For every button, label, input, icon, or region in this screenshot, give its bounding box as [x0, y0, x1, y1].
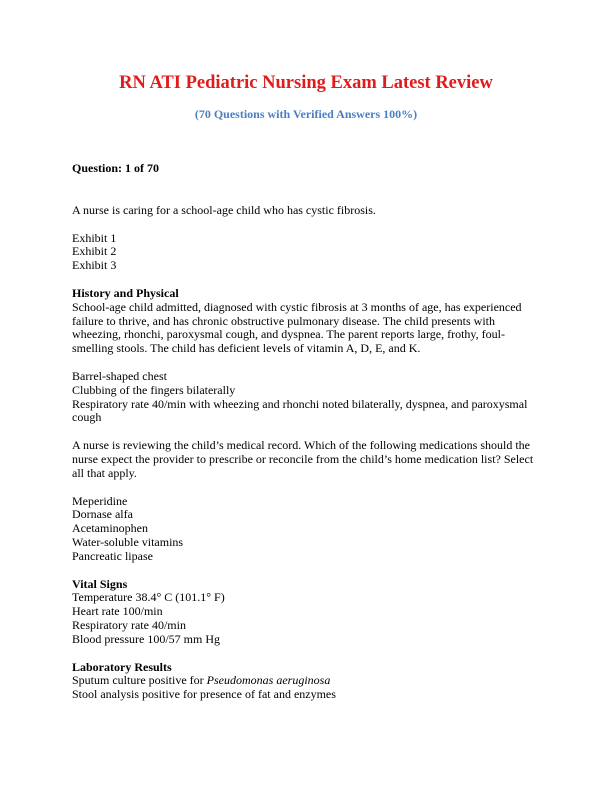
physical-findings — [72, 370, 540, 425]
history-text: School-age child admitted, diagnosed with cystic fibrosis at 3 months of age, has experienced failure to thrive, and has chronic obstructive pulmonary disease. The child presents with wheezing, rhonchi, paroxysmal cough, and dyspnea. The parent reports large, frothy, foul-smelling stools. The child has deficient levels of vitamin A, D, E, and K. — [72, 299, 522, 356]
vitals-heading: Vital Signs — [72, 576, 128, 591]
vital-item: Respiratory rate 40/min — [72, 617, 186, 632]
exhibit-link[interactable]: Exhibit 2 — [72, 244, 117, 259]
lab-item-stool: Stool analysis positive for presence of fat and enzymes — [72, 687, 336, 702]
vital-item: Blood pressure 100/57 mm Hg — [72, 631, 220, 646]
finding-item: Clubbing of the fingers bilaterally — [72, 382, 236, 397]
finding-item: Respiratory rate 40/min with wheezing and rhonchi noted bilaterally, dyspnea, and paroxysmal cough — [72, 396, 528, 425]
vitals-list — [72, 591, 540, 646]
exhibit-list — [72, 232, 540, 273]
lab-sputum-text: Sputum culture positive for — [72, 673, 207, 688]
document-title: RN ATI Pediatric Nursing Exam Latest Review — [119, 73, 493, 93]
answer-option[interactable]: Water-soluble vitamins — [72, 534, 184, 549]
answer-option[interactable]: Dornase alfa — [72, 507, 133, 522]
answer-option[interactable]: Acetaminophen — [72, 521, 148, 536]
exhibit-link[interactable]: Exhibit 3 — [72, 258, 117, 273]
lab-sputum-organism: Pseudomonas aeruginosa — [206, 673, 331, 688]
exhibit-link[interactable]: Exhibit 1 — [72, 230, 117, 245]
question-intro: A nurse is caring for a school-age child who has cystic fibrosis. — [72, 202, 376, 217]
document-body — [72, 162, 540, 702]
answer-option[interactable]: Pancreatic lipase — [72, 548, 153, 563]
lab-item-sputum — [72, 674, 540, 688]
history-heading: History and Physical — [72, 285, 179, 300]
answer-option[interactable]: Meperidine — [72, 493, 128, 508]
labs-heading: Laboratory Results — [72, 659, 172, 674]
question-prompt: A nurse is reviewing the child’s medical record. Which of the following medications should the nurse expect the provider to prescribe or reconcile from the child’s home medication list? Select all that apply. — [72, 438, 534, 480]
answer-options — [72, 495, 540, 564]
labs-list — [72, 674, 540, 702]
finding-item: Barrel-shaped chest — [72, 368, 167, 383]
vital-item: Heart rate 100/min — [72, 604, 163, 619]
document-subtitle: (70 Questions with Verified Answers 100%) — [194, 107, 418, 121]
question-number: Question: 1 of 70 — [72, 161, 159, 175]
vital-item: Temperature 38.4° C (101.1° F) — [72, 590, 225, 605]
